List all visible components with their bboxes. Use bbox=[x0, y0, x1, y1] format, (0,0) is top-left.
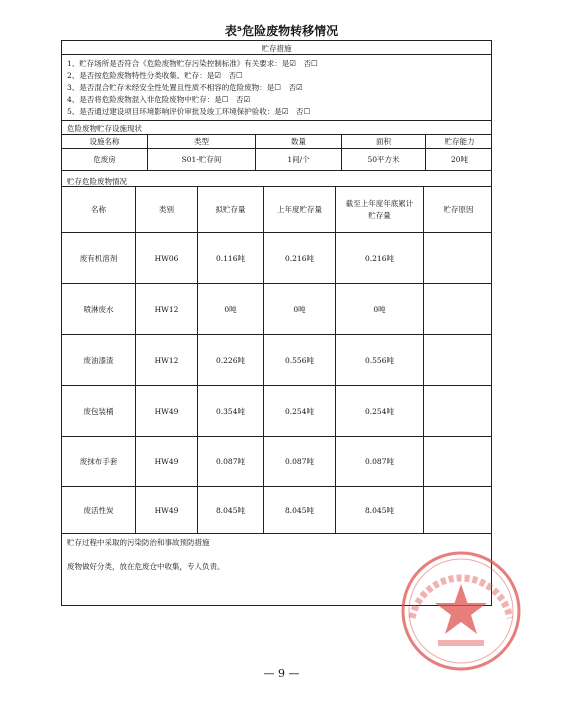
waste-name-cell: 废活性炭 bbox=[62, 487, 136, 533]
waste-cumulative-cell: 8.045吨 bbox=[336, 487, 424, 533]
facility-header-cell: 设施名称 bbox=[62, 135, 148, 148]
waste-header-cell: 截至上年度年底累计贮存量 bbox=[336, 187, 424, 232]
waste-header-row bbox=[62, 186, 491, 232]
waste-planned-cell: 8.045吨 bbox=[198, 487, 264, 533]
waste-planned-cell: 0.116吨 bbox=[198, 233, 264, 283]
waste-header-cell: 贮存原因 bbox=[443, 205, 474, 214]
waste-row bbox=[62, 334, 491, 385]
storage-measure-item: 1、贮存场所是否符合《危险废物贮存污染控制标准》有关要求：是☑ 否☐ bbox=[67, 59, 318, 68]
facility-value-cell: 1间/个 bbox=[256, 149, 342, 170]
waste-row bbox=[62, 385, 491, 436]
waste-section-label: 贮存危险废物情况 bbox=[67, 177, 127, 186]
facility-header-cell: 类型 bbox=[148, 135, 256, 148]
waste-reason-cell bbox=[424, 437, 493, 486]
page-number: — 9 — bbox=[263, 667, 300, 680]
waste-lastyear-cell: 8.045吨 bbox=[264, 487, 336, 533]
waste-cumulative-cell: 0.087吨 bbox=[336, 437, 424, 486]
facility-value-cell: 危废房 bbox=[62, 149, 148, 170]
waste-name-cell: 废有机溶剂 bbox=[62, 233, 136, 283]
waste-reason-cell bbox=[424, 487, 493, 533]
waste-row bbox=[62, 283, 491, 334]
storage-measure-item: 3、是否混合贮存未经安全性处置且性质不相容的危险废物：是☐ 否☑ bbox=[67, 83, 303, 92]
waste-row bbox=[62, 232, 491, 283]
facility-header-cell: 贮存能力 bbox=[444, 137, 475, 146]
waste-name-cell: 喷淋废水 bbox=[62, 284, 136, 334]
waste-lastyear-cell: 0.216吨 bbox=[264, 233, 336, 283]
waste-name-cell: 废抹布手套 bbox=[62, 437, 136, 486]
waste-lastyear-cell: 0.254吨 bbox=[264, 386, 336, 436]
waste-reason-cell bbox=[424, 386, 493, 436]
storage-measures-list bbox=[62, 55, 491, 121]
prevention-text: 废物做好分类，放在危废仓中收集，专人负责。 bbox=[67, 562, 225, 571]
storage-measure-item: 4、是否将危险废物混入非危险废物中贮存：是☐ 否☑ bbox=[67, 95, 251, 104]
company-seal bbox=[398, 548, 524, 674]
waste-planned-cell: 0吨 bbox=[198, 284, 264, 334]
waste-cumulative-cell: 0.254吨 bbox=[336, 386, 424, 436]
waste-name-cell: 废包装桶 bbox=[62, 386, 136, 436]
waste-category-cell: HW49 bbox=[136, 386, 198, 436]
waste-category-cell: HW12 bbox=[136, 335, 198, 385]
waste-header-cell: 上年度贮存量 bbox=[264, 187, 336, 232]
hazardous-waste-table bbox=[61, 40, 492, 606]
facility-header-cell: 面积 bbox=[342, 135, 426, 148]
prevention-label: 贮存过程中采取的污染防治和事故预防措施 bbox=[67, 538, 210, 547]
waste-row bbox=[62, 486, 491, 533]
waste-header-cell: 类别 bbox=[136, 187, 198, 232]
storage-measures-header-row bbox=[62, 41, 491, 55]
waste-lastyear-cell: 0吨 bbox=[264, 284, 336, 334]
waste-cumulative-cell: 0.216吨 bbox=[336, 233, 424, 283]
facility-section-row bbox=[62, 121, 491, 135]
waste-planned-cell: 0.354吨 bbox=[198, 386, 264, 436]
waste-cumulative-cell: 0.556吨 bbox=[336, 335, 424, 385]
facility-value-cell: 20吨 bbox=[450, 155, 469, 164]
waste-name-cell: 废油漆渣 bbox=[62, 335, 136, 385]
waste-header-cell: 拟贮存量 bbox=[198, 187, 264, 232]
waste-planned-cell: 0.226吨 bbox=[198, 335, 264, 385]
waste-header-cell: 名称 bbox=[62, 187, 136, 232]
waste-reason-cell bbox=[424, 335, 493, 385]
facility-header-row bbox=[62, 135, 491, 149]
facility-header-cell: 数量 bbox=[256, 135, 342, 148]
waste-row bbox=[62, 436, 491, 486]
waste-category-cell: HW06 bbox=[136, 233, 198, 283]
waste-cumulative-cell: 0吨 bbox=[336, 284, 424, 334]
waste-planned-cell: 0.087吨 bbox=[198, 437, 264, 486]
waste-lastyear-cell: 0.087吨 bbox=[264, 437, 336, 486]
waste-reason-cell bbox=[424, 233, 493, 283]
facility-section-label: 危险废物贮存设施现状 bbox=[67, 124, 142, 133]
waste-category-cell: HW12 bbox=[136, 284, 198, 334]
storage-measures-header: 贮存措施 bbox=[261, 44, 292, 53]
waste-lastyear-cell: 0.556吨 bbox=[264, 335, 336, 385]
facility-value-cell: 50平方米 bbox=[342, 149, 426, 170]
facility-value-row bbox=[62, 149, 491, 171]
waste-reason-cell bbox=[424, 284, 493, 334]
waste-category-cell: HW49 bbox=[136, 437, 198, 486]
facility-value-cell: S01-贮存间 bbox=[148, 149, 256, 170]
storage-measure-item: 5、是否通过建设项目环境影响评价审批及竣工环境保护验收：是☑ 否☐ bbox=[67, 107, 311, 116]
storage-measure-item: 2、是否按危险废物特性分类收集、贮存：是☑ 否☐ bbox=[67, 71, 243, 80]
waste-category-cell: HW49 bbox=[136, 487, 198, 533]
page-title: 表⁵危险废物转移情况 bbox=[224, 24, 339, 38]
